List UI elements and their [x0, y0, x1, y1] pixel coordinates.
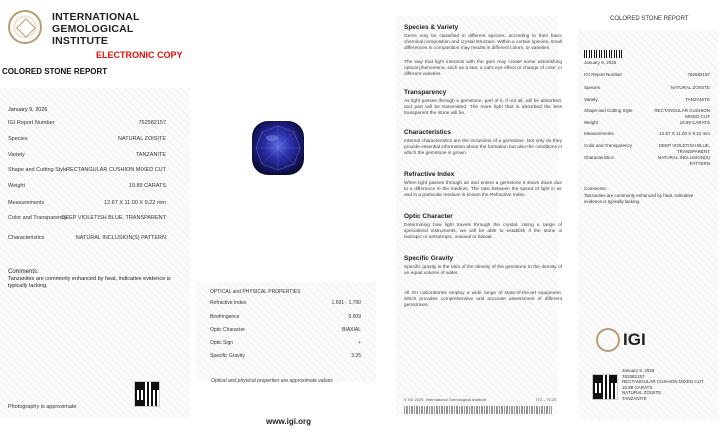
stub-label: Measurements [584, 131, 614, 136]
igi-seal-icon [596, 328, 620, 352]
stub-comments-text: Tanzanites are commonly enhanced by heat, indicative evidence is typically lacking. [584, 193, 694, 204]
copyright: © IGI 2020, International Gemological Institute [404, 397, 487, 402]
detail-value: 10.89 CARATS [128, 183, 166, 189]
stamp-line: 10.89 CARATS [622, 384, 653, 390]
stub-value: NATURAL ZOISITE [670, 85, 710, 90]
detail-label: Variety [8, 152, 25, 158]
stub-value: 10.89 CARATS [679, 120, 710, 125]
optical-value: 3.35 [351, 353, 361, 359]
stamp-line: NATURAL ZOISITE [622, 390, 662, 396]
igi-url[interactable]: www.igi.org [266, 417, 312, 426]
stamp-line: 762582157 [622, 373, 645, 379]
section-text: All IGI Laboratories employ a wide range of state-of-the-art equipment, which provides comprehensive and accurate assessment of different gemstones. [404, 291, 562, 308]
optical-value: 1.691 - 1.700 [331, 300, 361, 306]
section-title: Refractive Index [404, 171, 455, 178]
stamp-line: RECTANGULAR CUSHION MIXED CUT [622, 379, 704, 385]
stub-label: Weight [584, 120, 598, 125]
detail-label: IGI Report Number [8, 120, 55, 126]
detail-label: Shape and Cutting Style [8, 167, 68, 173]
section-title: Transparency [404, 89, 447, 96]
optical-note: Optical and physical properties are approximate values [211, 378, 333, 384]
detail-label: Measurements [8, 200, 45, 206]
stub-title: COLORED STONE REPORT [610, 16, 689, 22]
optical-label: Specific Gravity [210, 353, 245, 359]
stub-value: 12.67 X 11.00 X 9.22 mm [659, 131, 710, 136]
section-text: Specific gravity is the ratio of the density of the gemstone to the density of an equal volume of water. [404, 265, 562, 276]
optical-value: + [358, 340, 361, 346]
stub-label: Color and Transparency [584, 143, 633, 148]
qr-code-icon [134, 381, 160, 407]
stub-label: Variety [584, 97, 598, 102]
section-text: Internal characteristics are the inclusions of a gemstone. Not only do they provide essential information about the formation but also the conditions in which the gemstone is grown. [404, 139, 562, 156]
section-title: Species & Variety [404, 24, 459, 31]
detail-label: Weight [8, 183, 26, 189]
institute-line-3: INSTITUTE [52, 35, 109, 47]
detail-value: TANZANITE [135, 152, 166, 158]
detail-value: NATURAL ZOISITE [118, 136, 166, 142]
stub-value: NATURAL INCLUSION(S) PATTERN [657, 155, 710, 166]
stub-label: Species [584, 85, 601, 90]
detail-value: 12.67 X 11.00 X 9.22 mm [104, 200, 166, 206]
optical-label: Optic Character [210, 327, 246, 333]
section-title: Specific Gravity [404, 255, 454, 262]
section-title: Characteristics [404, 129, 451, 136]
section-text: The way that light interacts with the gem may create some astonishing optical phenomena, such as a star, a cat's eye effect or change of color, in different varieties. [404, 60, 562, 77]
comments-title: Comments: [8, 269, 39, 275]
stub-comments-title: Comments: [584, 186, 608, 191]
igi-seal-icon [8, 10, 42, 44]
tanzanite-gem-photo [248, 118, 308, 178]
page-code: ITG - 70.20 [536, 397, 557, 402]
section-title: Optic Character [404, 213, 453, 220]
report-title: COLORED STONE REPORT [2, 67, 108, 76]
detail-label: Color and Transparency [8, 215, 67, 221]
section-text: As light passes through a gemstone, part of it, if not all, will be absorbed, and part will be transmitted. The more light that is absorbed the less transparent the stone will be. [404, 99, 562, 116]
security-strip [404, 406, 552, 414]
detail-value: NATURAL INCLUSION(S) PATTERN [75, 235, 166, 241]
stub-label: IGI Report Number [584, 72, 623, 77]
detail-value: 762582157 [138, 120, 166, 126]
photo-note: Photography is approximate [8, 404, 77, 410]
report-date: January 9, 2026 [8, 107, 48, 113]
detail-label: Species [8, 136, 28, 142]
institute-line-1: INTERNATIONAL [52, 11, 140, 23]
igi-logo-text: IGI [623, 330, 646, 349]
barcode-icon [584, 50, 624, 58]
stub-date: January 9, 2026 [584, 60, 617, 65]
electronic-copy-label: ELECTRONIC COPY [96, 50, 183, 60]
section-text: Determining how light travels through the crystal. Using a range of specialized instruments, we will be able to establish if the stone is isotropic or anisotropic, uniaxial or biaxial. [404, 223, 562, 240]
optical-value: BIAXIAL [342, 327, 361, 333]
stub-label: Shape and Cutting Style [584, 108, 633, 113]
stub-value: RECTANGULAR CUSHION MIXED CUT [654, 108, 710, 119]
optical-label: Birefringence [210, 314, 240, 320]
section-text: When light passes through air and enters a gemstone it slows down due to a difference in the medium. The ratio between the speed of light in air and in a particular medium is known the Refractive Index. [404, 181, 562, 198]
optical-title: OPTICAL and PHYSICAL PROPERTIES [210, 289, 301, 295]
optical-label: Refractive Index [210, 300, 247, 306]
stub-stamp [622, 368, 704, 402]
comments-text: Tanzanites are commonly enhanced by heat, indicative evidence is typically lacking. [8, 276, 171, 289]
igi-logo [596, 328, 646, 352]
section-text: Gems may be classified in different species, according to their basic chemical composition and crystal structure. Within a certain species, small differences in composition may results in different colors, or varieties. [404, 34, 562, 51]
stub-label: Characteristics [584, 155, 614, 160]
stub-value: 762582157 [687, 72, 710, 77]
qr-code-icon [592, 374, 618, 400]
institute-line-2: GEMOLOGICAL [52, 23, 134, 35]
detail-label: Characteristics [8, 235, 45, 241]
stub-value: DEEP VIOLETISH BLUE, TRANSPARENT [658, 143, 710, 154]
optical-label: Optic Sign [210, 340, 234, 346]
institute-name [52, 11, 140, 47]
detail-value: DEEP VIOLETISH BLUE, TRANSPARENT [61, 215, 166, 221]
optical-value: 0.009 [348, 314, 361, 320]
stub-value: TANZANITE [685, 97, 710, 102]
detail-value: RECTANGULAR CUSHION MIXED CUT [66, 167, 166, 173]
stamp-line: January 9, 2026 [622, 368, 655, 373]
stamp-line: TANZANITE [622, 395, 647, 401]
